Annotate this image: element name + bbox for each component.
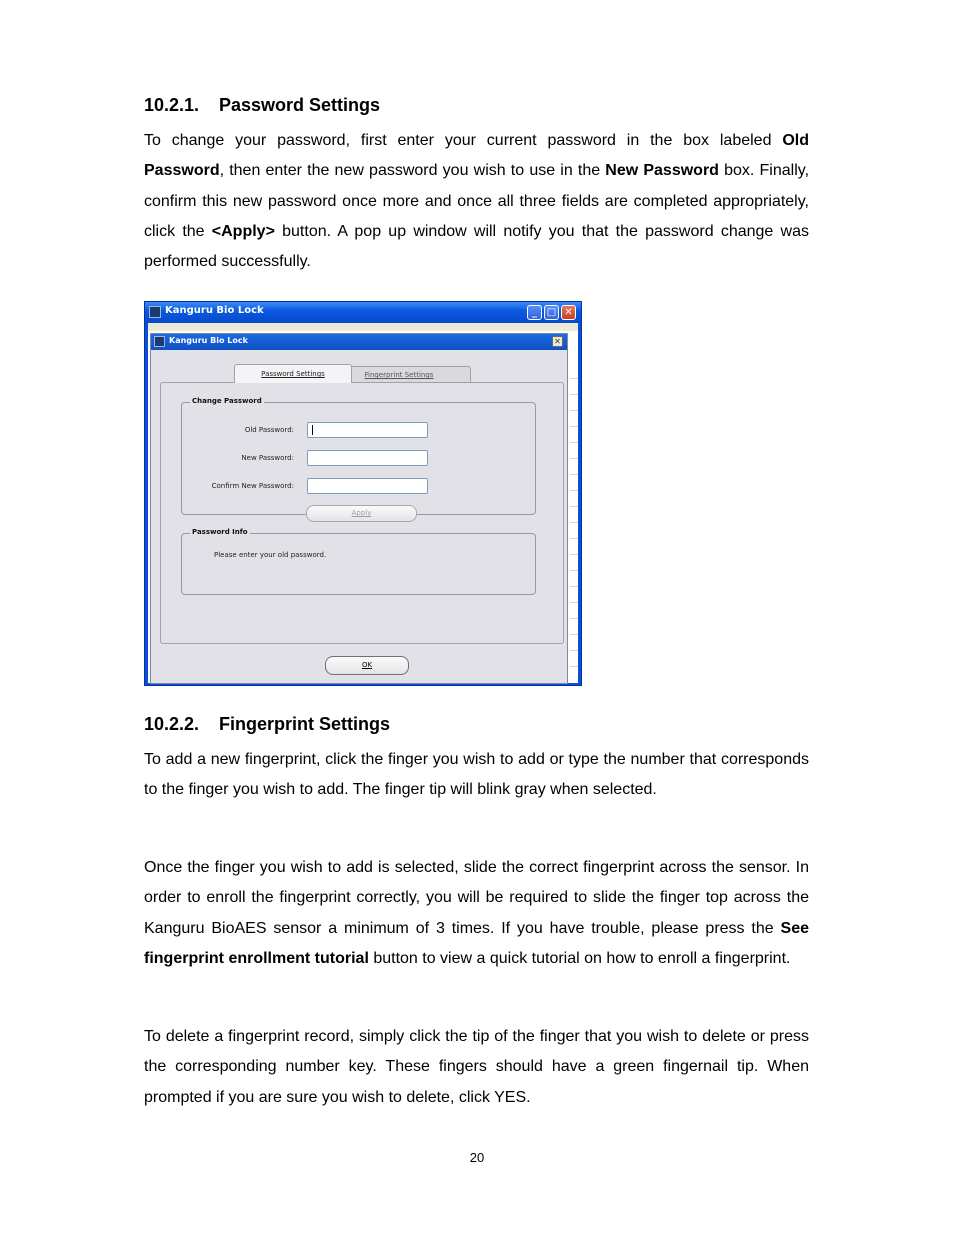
text-caret xyxy=(312,425,313,435)
text-run: To add a new fingerprint, click the finger you wish to add or type the number that corresponds to the finger you wish to add. The finger tip will blink gray when selected. xyxy=(144,751,809,799)
background-grid xyxy=(570,363,578,681)
fingerprint-add-paragraph xyxy=(144,745,809,806)
confirm-password-label: Confirm New Password: xyxy=(211,482,294,490)
dialog-close-icon[interactable]: ✕ xyxy=(552,336,563,347)
password-info-group-title: Password Info xyxy=(192,528,248,536)
tab-panel xyxy=(160,382,564,644)
dialog-app-icon xyxy=(154,336,165,347)
change-password-group-title: Change Password xyxy=(192,397,262,405)
bold-text: Old Password xyxy=(144,132,809,180)
text-run: button. A pop up window will notify you that the password change was performed successfully. xyxy=(144,222,809,271)
tab-password-label: Password Settings xyxy=(261,370,325,378)
outer-window-title: Kanguru Bio Lock xyxy=(165,305,264,316)
section-number: 10.2.1. xyxy=(144,95,200,115)
maximize-icon[interactable]: □ xyxy=(544,305,559,320)
bold-text: <Apply> xyxy=(211,222,275,240)
text-run: To change your password, first enter your current password in the box labeled xyxy=(144,132,783,149)
dialog-title: Kanguru Bio Lock xyxy=(169,336,248,345)
section-number: 10.2.2. xyxy=(144,714,200,734)
section-heading-fingerprint-settings xyxy=(144,714,390,735)
tab-fingerprint-label: Fingerprint Settings xyxy=(364,371,434,379)
confirm-password-field[interactable] xyxy=(307,478,428,494)
password-settings-paragraph xyxy=(144,126,809,277)
tab-password-settings[interactable] xyxy=(234,364,352,383)
app-icon xyxy=(149,306,161,318)
page-number: 20 xyxy=(469,1150,485,1165)
old-password-field[interactable] xyxy=(307,422,428,438)
apply-label: Apply xyxy=(351,509,372,517)
section-title: Fingerprint Settings xyxy=(219,714,390,734)
outer-title-bar xyxy=(145,302,581,323)
password-info-group xyxy=(181,528,536,595)
text-run: To delete a fingerprint record, simply click the tip of the finger that you wish to delete or press the corresponding number key. These fingers should have a green fingernail tip. When prompted if you are sure you wish to delete, click YES. xyxy=(144,1028,809,1106)
section-title: Password Settings xyxy=(219,95,381,115)
text-run: , then enter the new password you wish to use in the xyxy=(219,162,606,180)
old-password-label: Old Password: xyxy=(244,426,294,434)
bold-text: New Password xyxy=(605,162,719,180)
dialog-title-bar xyxy=(151,334,567,350)
ok-label: OK xyxy=(361,661,373,669)
fingerprint-enroll-paragraph xyxy=(144,853,809,974)
ok-button[interactable] xyxy=(325,656,409,675)
apply-button[interactable] xyxy=(306,505,417,522)
change-password-group xyxy=(181,397,536,515)
text-run: box. Finally, confirm this new password once more and once all three fields are completed appropriately, click the xyxy=(144,162,810,240)
app-screenshot xyxy=(144,301,582,686)
section-heading-password-settings xyxy=(144,95,380,116)
new-password-field[interactable] xyxy=(307,450,428,466)
outer-window xyxy=(144,301,582,686)
text-run: button to view a quick tutorial on how to enroll a fingerprint. xyxy=(368,949,791,967)
close-icon[interactable]: ✕ xyxy=(561,305,576,320)
text-run: Once the finger you wish to add is selected, slide the correct fingerprint across the sensor. In order to enroll the fingerprint correctly, you will be required to slide the finger top across the Kanguru BioAES sensor a minimum of 3 times. If you have trouble, please press the xyxy=(144,859,809,937)
password-info-message: Please enter your old password. xyxy=(214,551,327,559)
fingerprint-delete-paragraph xyxy=(144,1022,809,1113)
minimize-icon[interactable]: _ xyxy=(527,305,542,320)
new-password-label: New Password: xyxy=(241,454,294,462)
outer-menu-bar xyxy=(148,323,578,331)
settings-dialog xyxy=(150,333,568,684)
bold-text: See fingerprint enrollment tutorial xyxy=(144,919,809,967)
